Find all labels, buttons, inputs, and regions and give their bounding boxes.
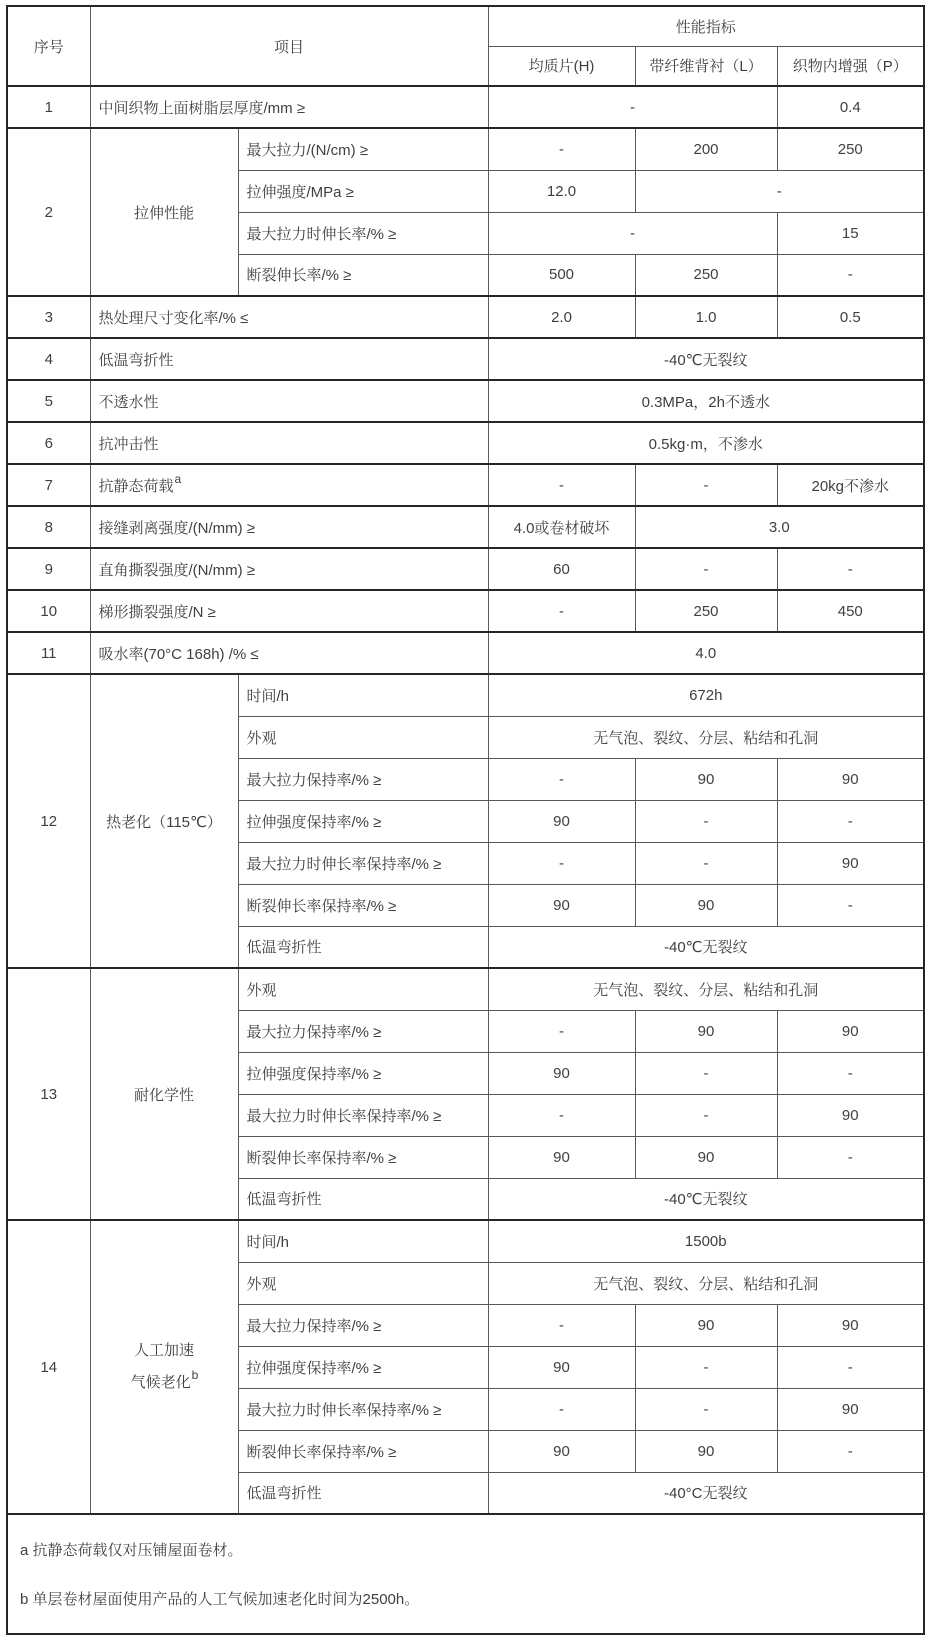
group-label bbox=[90, 1220, 238, 1514]
subitem-label: 断裂伸长率/% ≥ bbox=[238, 254, 488, 296]
value-l: 90 bbox=[635, 1136, 777, 1178]
value-l: 250 bbox=[635, 254, 777, 296]
value-h: - bbox=[488, 590, 635, 632]
table-row bbox=[7, 296, 924, 338]
value-p: 250 bbox=[777, 128, 924, 170]
value-h: 4.0或卷材破坏 bbox=[488, 506, 635, 548]
footnote-marker-a: a bbox=[174, 472, 182, 486]
value-all: -40°C无裂纹 bbox=[488, 1472, 924, 1514]
value-lp: - bbox=[635, 170, 924, 212]
value-h: 12.0 bbox=[488, 170, 635, 212]
header-serial-no: 序号 bbox=[7, 6, 90, 86]
item-label: 梯形撕裂强度/N ≥ bbox=[90, 590, 488, 632]
row-no: 14 bbox=[7, 1220, 90, 1514]
row-no: 9 bbox=[7, 548, 90, 590]
subitem-label: 低温弯折性 bbox=[238, 926, 488, 968]
value-p: 90 bbox=[777, 758, 924, 800]
value-l: - bbox=[635, 464, 777, 506]
value-all: 1500b bbox=[488, 1220, 924, 1262]
subitem-label: 断裂伸长率保持率/% ≥ bbox=[238, 1430, 488, 1472]
value-all: 无气泡、裂纹、分层、粘结和孔洞 bbox=[488, 716, 924, 758]
item-label: 热处理尺寸变化率/% ≤ bbox=[90, 296, 488, 338]
value-l: 250 bbox=[635, 590, 777, 632]
value-h: 90 bbox=[488, 1136, 635, 1178]
table-row bbox=[7, 1220, 924, 1262]
value-p: - bbox=[777, 548, 924, 590]
table-row bbox=[7, 590, 924, 632]
subitem-label: 最大拉力时伸长率保持率/% ≥ bbox=[238, 1094, 488, 1136]
subitem-label: 拉伸强度保持率/% ≥ bbox=[238, 1052, 488, 1094]
value-p: 450 bbox=[777, 590, 924, 632]
value-hl: - bbox=[488, 86, 777, 128]
subitem-label: 时间/h bbox=[238, 1220, 488, 1262]
value-p: 90 bbox=[777, 1304, 924, 1346]
table-row bbox=[7, 422, 924, 464]
row-no: 7 bbox=[7, 464, 90, 506]
value-h: 60 bbox=[488, 548, 635, 590]
table-row bbox=[7, 464, 924, 506]
value-l: - bbox=[635, 1052, 777, 1094]
group-label: 耐化学性 bbox=[90, 968, 238, 1220]
row-no: 12 bbox=[7, 674, 90, 968]
table-row bbox=[7, 380, 924, 422]
subitem-label: 最大拉力/(N/cm) ≥ bbox=[238, 128, 488, 170]
subitem-label: 断裂伸长率保持率/% ≥ bbox=[238, 884, 488, 926]
row-no: 10 bbox=[7, 590, 90, 632]
value-all: 0.5kg·m，不渗水 bbox=[488, 422, 924, 464]
value-l: 90 bbox=[635, 1304, 777, 1346]
value-p: 15 bbox=[777, 212, 924, 254]
table-row bbox=[7, 338, 924, 380]
footnotes-cell bbox=[7, 1514, 924, 1634]
value-l: 90 bbox=[635, 1010, 777, 1052]
table-row bbox=[7, 632, 924, 674]
value-h: - bbox=[488, 758, 635, 800]
value-l: - bbox=[635, 1388, 777, 1430]
value-h: - bbox=[488, 1388, 635, 1430]
value-p: 90 bbox=[777, 1010, 924, 1052]
value-h: 90 bbox=[488, 884, 635, 926]
footnote-marker-b: b bbox=[191, 1368, 199, 1382]
value-h: - bbox=[488, 842, 635, 884]
subitem-label: 外观 bbox=[238, 1262, 488, 1304]
value-l: 90 bbox=[635, 1430, 777, 1472]
subitem-label: 最大拉力保持率/% ≥ bbox=[238, 1304, 488, 1346]
value-l: 1.0 bbox=[635, 296, 777, 338]
value-p: 90 bbox=[777, 1388, 924, 1430]
subitem-label: 外观 bbox=[238, 716, 488, 758]
subitem-label: 拉伸强度保持率/% ≥ bbox=[238, 1346, 488, 1388]
value-all: -40℃无裂纹 bbox=[488, 926, 924, 968]
item-text: 抗静态荷载 bbox=[98, 478, 174, 495]
value-p: 20kg不渗水 bbox=[777, 464, 924, 506]
header-performance-index: 性能指标 bbox=[488, 6, 924, 46]
subitem-label: 低温弯折性 bbox=[238, 1178, 488, 1220]
value-h: 90 bbox=[488, 800, 635, 842]
item-label: 直角撕裂强度/(N/mm) ≥ bbox=[90, 548, 488, 590]
subitem-label: 最大拉力保持率/% ≥ bbox=[238, 1010, 488, 1052]
footnote-a: a 抗静态荷载仅对压铺屋面卷材。 bbox=[20, 1542, 243, 1559]
value-l: 90 bbox=[635, 758, 777, 800]
value-h: - bbox=[488, 1304, 635, 1346]
value-h: 2.0 bbox=[488, 296, 635, 338]
value-h: 90 bbox=[488, 1430, 635, 1472]
value-p: - bbox=[777, 1430, 924, 1472]
value-p: - bbox=[777, 1136, 924, 1178]
table-row bbox=[7, 968, 924, 1010]
row-no: 3 bbox=[7, 296, 90, 338]
value-all: 无气泡、裂纹、分层、粘结和孔洞 bbox=[488, 968, 924, 1010]
value-all: -40℃无裂纹 bbox=[488, 1178, 924, 1220]
value-l: - bbox=[635, 842, 777, 884]
subitem-label: 最大拉力时伸长率保持率/% ≥ bbox=[238, 842, 488, 884]
table-header-row bbox=[7, 6, 924, 46]
table-row bbox=[7, 128, 924, 170]
subitem-label: 断裂伸长率保持率/% ≥ bbox=[238, 1136, 488, 1178]
value-p: - bbox=[777, 254, 924, 296]
row-no: 6 bbox=[7, 422, 90, 464]
subitem-label: 拉伸强度保持率/% ≥ bbox=[238, 800, 488, 842]
table-row bbox=[7, 674, 924, 716]
table-row bbox=[7, 86, 924, 128]
row-no: 5 bbox=[7, 380, 90, 422]
value-hl: - bbox=[488, 212, 777, 254]
value-p: - bbox=[777, 1052, 924, 1094]
item-label bbox=[90, 464, 488, 506]
value-p: 0.5 bbox=[777, 296, 924, 338]
header-fabric-reinforced: 织物内增强（P） bbox=[777, 46, 924, 86]
value-l: - bbox=[635, 1346, 777, 1388]
header-fiber-backing: 带纤维背衬（L） bbox=[635, 46, 777, 86]
value-all: 4.0 bbox=[488, 632, 924, 674]
subitem-label: 低温弯折性 bbox=[238, 1472, 488, 1514]
value-p: 90 bbox=[777, 1094, 924, 1136]
value-p: 90 bbox=[777, 842, 924, 884]
value-p: 0.4 bbox=[777, 86, 924, 128]
value-h: - bbox=[488, 128, 635, 170]
group-label-line2: 气候老化 bbox=[130, 1374, 191, 1391]
footnote-b: b 单层卷材屋面使用产品的人工气候加速老化时间为2500h。 bbox=[20, 1591, 420, 1608]
value-l: - bbox=[635, 548, 777, 590]
value-h: - bbox=[488, 464, 635, 506]
value-l: - bbox=[635, 1094, 777, 1136]
item-label: 低温弯折性 bbox=[90, 338, 488, 380]
value-h: 90 bbox=[488, 1052, 635, 1094]
table-row bbox=[7, 506, 924, 548]
value-all: 672h bbox=[488, 674, 924, 716]
group-label: 拉伸性能 bbox=[90, 128, 238, 296]
value-p: - bbox=[777, 1346, 924, 1388]
subitem-label: 拉伸强度/MPa ≥ bbox=[238, 170, 488, 212]
value-l: - bbox=[635, 800, 777, 842]
item-label: 不透水性 bbox=[90, 380, 488, 422]
performance-spec-table bbox=[6, 5, 925, 1635]
row-no: 4 bbox=[7, 338, 90, 380]
value-h: 500 bbox=[488, 254, 635, 296]
subitem-label: 最大拉力保持率/% ≥ bbox=[238, 758, 488, 800]
row-no: 8 bbox=[7, 506, 90, 548]
table-row bbox=[7, 548, 924, 590]
value-h: - bbox=[488, 1094, 635, 1136]
value-all: -40℃无裂纹 bbox=[488, 338, 924, 380]
value-all: 0.3MPa，2h不透水 bbox=[488, 380, 924, 422]
value-all: 无气泡、裂纹、分层、粘结和孔洞 bbox=[488, 1262, 924, 1304]
item-label: 接缝剥离强度/(N/mm) ≥ bbox=[90, 506, 488, 548]
item-label: 抗冲击性 bbox=[90, 422, 488, 464]
value-p: - bbox=[777, 800, 924, 842]
subitem-label: 时间/h bbox=[238, 674, 488, 716]
value-l: 200 bbox=[635, 128, 777, 170]
header-homogeneous-sheet: 均质片(H) bbox=[488, 46, 635, 86]
value-h: 90 bbox=[488, 1346, 635, 1388]
header-item: 项目 bbox=[90, 6, 488, 86]
value-l: 90 bbox=[635, 884, 777, 926]
subitem-label: 最大拉力时伸长率/% ≥ bbox=[238, 212, 488, 254]
item-label: 吸水率(70°C 168h) /% ≤ bbox=[90, 632, 488, 674]
value-p: - bbox=[777, 884, 924, 926]
subitem-label: 最大拉力时伸长率保持率/% ≥ bbox=[238, 1388, 488, 1430]
value-lp: 3.0 bbox=[635, 506, 924, 548]
group-label-line1: 人工加速 bbox=[133, 1342, 194, 1359]
row-no: 2 bbox=[7, 128, 90, 296]
row-no: 13 bbox=[7, 968, 90, 1220]
footnotes-row bbox=[7, 1514, 924, 1634]
value-h: - bbox=[488, 1010, 635, 1052]
row-no: 11 bbox=[7, 632, 90, 674]
subitem-label: 外观 bbox=[238, 968, 488, 1010]
row-no: 1 bbox=[7, 86, 90, 128]
group-label: 热老化（115℃） bbox=[90, 674, 238, 968]
item-label: 中间织物上面树脂层厚度/mm ≥ bbox=[90, 86, 488, 128]
